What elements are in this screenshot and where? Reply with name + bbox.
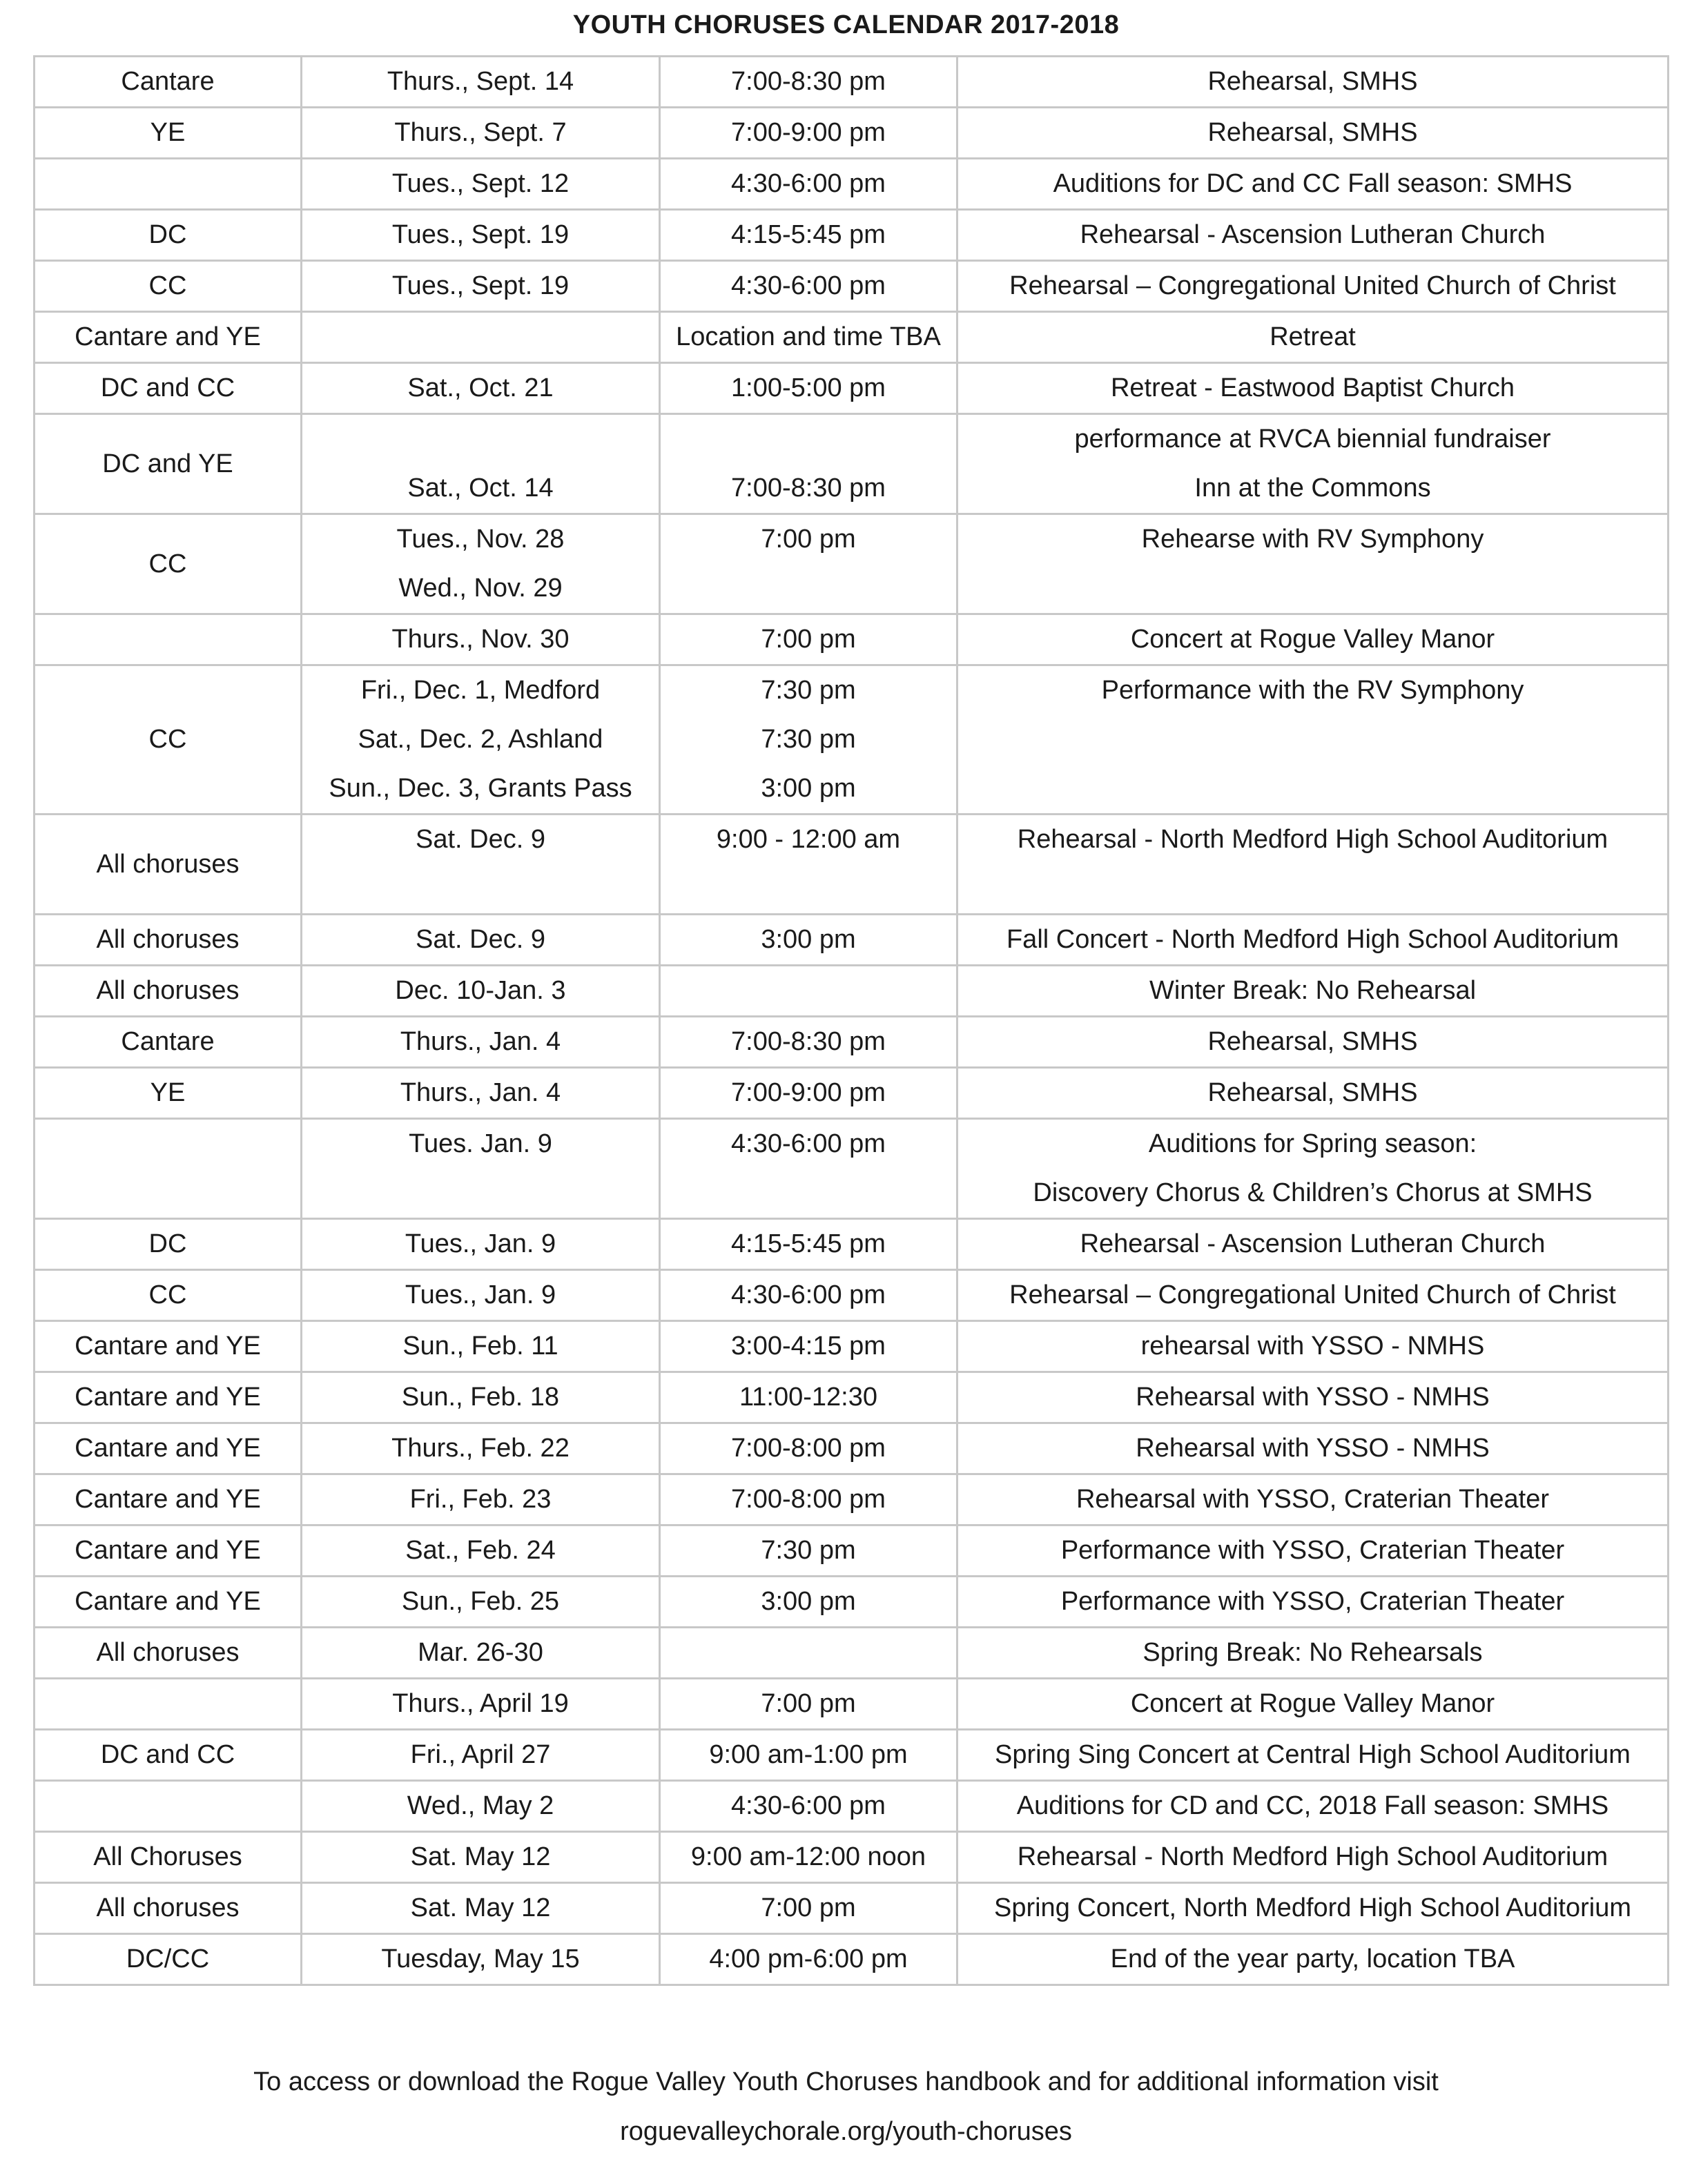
date-cell-line: Fri., Feb. 23: [409, 1485, 552, 1514]
chorus-cell: All choruses: [35, 966, 302, 1017]
chorus-cell: DC and YE: [35, 414, 302, 514]
date-cell: [302, 1270, 660, 1321]
date-cell: [302, 1883, 660, 1934]
event-cell-line: Rehearsal, SMHS: [1207, 1027, 1418, 1056]
chorus-cell: Cantare and YE: [35, 312, 302, 363]
time-cell-line: 7:00-8:30 pm: [731, 474, 886, 503]
date-cell-line: Sat. Dec. 9: [416, 925, 545, 954]
event-cell-line: performance at RVCA biennial fundraiser: [1074, 425, 1551, 454]
date-cell-line: Mar. 26-30: [418, 1638, 543, 1667]
date-cell-line: Fri., April 27: [410, 1740, 551, 1769]
event-cell: [957, 1423, 1669, 1474]
date-cell-line: [302, 415, 659, 464]
time-cell: [660, 1934, 957, 1985]
page-title: YOUTH CHORUSES CALENDAR 2017-2018: [572, 10, 1120, 39]
chorus-cell: [35, 1119, 302, 1219]
table-row: [35, 915, 1669, 966]
event-cell: [957, 1219, 1669, 1270]
chorus-cell: Cantare and YE: [35, 1525, 302, 1577]
time-cell-line: [661, 1628, 956, 1677]
time-cell: [660, 514, 957, 614]
date-cell-line: Fri., Dec. 1, Medford: [360, 676, 601, 705]
date-cell-line: Sat., Dec. 2, Ashland: [358, 725, 603, 754]
date-cell-line: Sun., Dec. 3, Grants Pass: [329, 774, 632, 803]
event-cell: [957, 1883, 1669, 1934]
table-row: [35, 1474, 1669, 1525]
date-cell: [302, 1219, 660, 1270]
event-cell: [957, 665, 1669, 815]
event-cell-line: Rehearsal with YSSO, Craterian Theater: [1076, 1485, 1550, 1514]
event-cell-line: Winter Break: No Rehearsal: [1149, 976, 1477, 1005]
table-row: [35, 815, 1669, 915]
date-cell: [302, 414, 660, 514]
event-cell-line: Concert at Rogue Valley Manor: [1130, 1689, 1495, 1718]
date-cell-line: Sat., Oct. 14: [407, 474, 554, 503]
chorus-cell: CC: [35, 1270, 302, 1321]
date-cell-line: Tues., Sept. 19: [391, 220, 570, 249]
date-cell-line: Dec. 10-Jan. 3: [395, 976, 566, 1005]
date-cell-line: Tues., Jan. 9: [405, 1280, 556, 1309]
time-cell-line: 3:00 pm: [761, 1587, 856, 1616]
date-cell-line: Tues. Jan. 9: [409, 1129, 552, 1158]
time-cell-line: 3:00 pm: [761, 774, 856, 803]
chorus-cell: CC: [35, 514, 302, 614]
event-cell-line: Performance with YSSO, Craterian Theater: [1060, 1587, 1565, 1616]
date-cell: [302, 1730, 660, 1781]
table-row: [35, 1068, 1669, 1119]
event-cell: [957, 1525, 1669, 1577]
chorus-cell: DC and CC: [35, 1730, 302, 1781]
event-cell: [957, 1577, 1669, 1628]
table-row: [35, 1017, 1669, 1068]
date-cell: [302, 1372, 660, 1423]
table-row: [35, 1577, 1669, 1628]
event-cell-line: Retreat: [1270, 322, 1356, 351]
date-cell-line: Thurs., Sept. 7: [394, 118, 567, 147]
table-row: [35, 1119, 1669, 1219]
date-cell: [302, 312, 660, 363]
time-cell: [660, 1119, 957, 1219]
chorus-cell: All Choruses: [35, 1832, 302, 1883]
footer: [0, 2057, 1692, 2156]
date-cell: [302, 108, 660, 159]
time-cell: [660, 1321, 957, 1372]
date-cell-line: Thurs., Jan. 4: [400, 1078, 561, 1107]
time-cell: [660, 1832, 957, 1883]
event-cell: [957, 1781, 1669, 1832]
time-cell-line: 4:30-6:00 pm: [731, 271, 886, 300]
event-cell: [957, 261, 1669, 312]
time-cell: [660, 1423, 957, 1474]
date-cell-line: Thurs., Sept. 14: [387, 67, 574, 96]
table-row: [35, 1270, 1669, 1321]
date-cell-line: Sun., Feb. 18: [401, 1383, 560, 1412]
table-row: [35, 1781, 1669, 1832]
date-cell: [302, 1423, 660, 1474]
event-cell: [957, 1628, 1669, 1679]
event-cell: [957, 363, 1669, 414]
event-cell-line: Rehearsal, SMHS: [1207, 67, 1418, 96]
chorus-cell: DC and CC: [35, 363, 302, 414]
chorus-cell: Cantare and YE: [35, 1321, 302, 1372]
date-cell: [302, 665, 660, 815]
event-cell-line: Rehearsal – Congregational United Church of Christ: [1009, 271, 1616, 300]
date-cell: [302, 261, 660, 312]
event-cell-line: Inn at the Commons: [1194, 474, 1431, 503]
date-cell: [302, 159, 660, 210]
event-cell: [957, 1934, 1669, 1985]
time-cell-line: 9:00 - 12:00 am: [716, 825, 901, 854]
date-cell: [302, 915, 660, 966]
time-cell-line: 7:00-8:30 pm: [731, 1027, 886, 1056]
event-cell-line: Concert at Rogue Valley Manor: [1130, 625, 1495, 654]
chorus-cell: CC: [35, 665, 302, 815]
time-cell-line: 3:00 pm: [761, 925, 856, 954]
time-cell-line: 3:00-4:15 pm: [731, 1332, 886, 1361]
event-cell: [957, 1832, 1669, 1883]
table-row: [35, 1730, 1669, 1781]
time-cell: [660, 1628, 957, 1679]
date-cell-line: Tues., Sept. 19: [391, 271, 570, 300]
date-cell-line: Sat., Feb. 24: [405, 1536, 556, 1565]
date-cell: [302, 1628, 660, 1679]
table-row: [35, 1372, 1669, 1423]
event-cell: [957, 1372, 1669, 1423]
table-row: [35, 1219, 1669, 1270]
event-cell-line: Rehearsal – Congregational United Church of Christ: [1009, 1280, 1616, 1309]
event-cell-line: Discovery Chorus & Children’s Chorus at SMHS: [1033, 1178, 1593, 1207]
event-cell-line: Rehearsal, SMHS: [1207, 1078, 1418, 1107]
event-cell: [957, 1321, 1669, 1372]
time-cell-line: 4:30-6:00 pm: [731, 1280, 886, 1309]
time-cell-line: 7:00-8:30 pm: [731, 67, 886, 96]
date-cell: [302, 363, 660, 414]
time-cell-line: 7:00-9:00 pm: [731, 118, 886, 147]
date-cell: [302, 210, 660, 261]
date-cell: [302, 1525, 660, 1577]
time-cell-line: 4:00 pm-6:00 pm: [709, 1944, 908, 1973]
time-cell: [660, 261, 957, 312]
time-cell-line: 4:30-6:00 pm: [731, 1791, 886, 1820]
date-cell-line: Sat. May 12: [410, 1842, 551, 1871]
chorus-cell: Cantare and YE: [35, 1372, 302, 1423]
table-row: [35, 1628, 1669, 1679]
date-cell-line: Wed., May 2: [407, 1791, 554, 1820]
time-cell-line: [661, 415, 956, 464]
table-row: [35, 514, 1669, 614]
chorus-cell: YE: [35, 108, 302, 159]
table-row: [35, 261, 1669, 312]
event-cell-line: Rehearsal - North Medford High School Auditorium: [1017, 1842, 1608, 1871]
event-cell: [957, 1119, 1669, 1219]
event-cell-line: Spring Concert, North Medford High School Auditorium: [993, 1893, 1631, 1922]
chorus-cell: DC: [35, 1219, 302, 1270]
time-cell-line: 7:00 pm: [761, 1689, 856, 1718]
event-cell-line: Auditions for Spring season:: [1148, 1129, 1477, 1158]
event-cell-line: Retreat - Eastwood Baptist Church: [1110, 373, 1515, 402]
table-row: [35, 1832, 1669, 1883]
event-cell-line: Performance with the RV Symphony: [1101, 676, 1524, 705]
time-cell: [660, 1068, 957, 1119]
event-cell: [957, 210, 1669, 261]
chorus-cell: Cantare and YE: [35, 1423, 302, 1474]
table-row: [35, 1423, 1669, 1474]
table-row: [35, 108, 1669, 159]
time-cell-line: 9:00 am-1:00 pm: [709, 1740, 908, 1769]
time-cell-line: 7:00-8:00 pm: [731, 1485, 886, 1514]
chorus-cell: CC: [35, 261, 302, 312]
event-cell: [957, 1730, 1669, 1781]
table-row: [35, 1525, 1669, 1577]
time-cell-line: 4:15-5:45 pm: [731, 1229, 886, 1258]
date-cell: [302, 1017, 660, 1068]
date-cell-line: Sat., Oct. 21: [407, 373, 554, 402]
time-cell-line: 11:00-12:30: [739, 1383, 878, 1412]
date-cell: [302, 514, 660, 614]
event-cell-line: Auditions for DC and CC Fall season: SMHS: [1053, 169, 1573, 198]
chorus-cell: All choruses: [35, 1883, 302, 1934]
time-cell: [660, 1474, 957, 1525]
event-cell-line: Rehearse with RV Symphony: [1141, 525, 1484, 554]
date-cell: [302, 614, 660, 665]
date-cell: [302, 1068, 660, 1119]
event-cell: [957, 815, 1669, 915]
time-cell: [660, 1017, 957, 1068]
date-cell-line: Tues., Jan. 9: [405, 1229, 556, 1258]
time-cell-line: 7:00 pm: [761, 625, 856, 654]
table-row: [35, 414, 1669, 514]
date-cell-line: Tues., Nov. 28: [396, 525, 565, 554]
event-cell: [957, 1474, 1669, 1525]
date-cell: [302, 1119, 660, 1219]
event-cell: [957, 1017, 1669, 1068]
time-cell-line: 4:30-6:00 pm: [731, 1129, 886, 1158]
event-cell-line: Fall Concert - North Medford High School Auditorium: [1006, 925, 1620, 954]
time-cell-line: 4:30-6:00 pm: [731, 169, 886, 198]
event-cell: [957, 108, 1669, 159]
date-cell-line: Tuesday, May 15: [381, 1944, 580, 1973]
date-cell-line: Sun., Feb. 25: [401, 1587, 560, 1616]
chorus-cell: DC/CC: [35, 1934, 302, 1985]
event-cell: [957, 915, 1669, 966]
time-cell: [660, 1730, 957, 1781]
table-row: [35, 665, 1669, 815]
time-cell: [660, 1372, 957, 1423]
time-cell: [660, 363, 957, 414]
event-cell: [957, 1270, 1669, 1321]
date-cell-line: [302, 313, 659, 362]
chorus-cell: Cantare and YE: [35, 1577, 302, 1628]
date-cell: [302, 815, 660, 915]
date-cell-line: [302, 864, 659, 913]
time-cell-line: 7:30 pm: [761, 676, 856, 705]
event-cell: [957, 1068, 1669, 1119]
table-row: [35, 1321, 1669, 1372]
event-cell: [957, 514, 1669, 614]
table-row: [35, 159, 1669, 210]
date-cell: [302, 1679, 660, 1730]
chorus-cell: [35, 159, 302, 210]
time-cell-line: 7:30 pm: [761, 1536, 856, 1565]
table-row: [35, 363, 1669, 414]
time-cell: [660, 414, 957, 514]
time-cell-line: 7:00-8:00 pm: [731, 1434, 886, 1463]
date-cell-line: Sat. May 12: [410, 1893, 551, 1922]
time-cell: [660, 1781, 957, 1832]
event-cell: [957, 159, 1669, 210]
date-cell: [302, 1832, 660, 1883]
date-cell: [302, 57, 660, 108]
date-cell: [302, 1577, 660, 1628]
table-row: [35, 966, 1669, 1017]
event-cell-line: Rehearsal - Ascension Lutheran Church: [1080, 1229, 1546, 1258]
event-cell-line: Performance with YSSO, Craterian Theater: [1060, 1536, 1565, 1565]
date-cell-line: Tues., Sept. 12: [391, 169, 570, 198]
chorus-cell: [35, 1679, 302, 1730]
table-row: [35, 1883, 1669, 1934]
date-cell-line: Thurs., Nov. 30: [391, 625, 570, 654]
time-cell-line: 7:00 pm: [761, 525, 856, 554]
time-cell: [660, 665, 957, 815]
chorus-cell: DC: [35, 210, 302, 261]
time-cell: [660, 210, 957, 261]
calendar-body: [35, 57, 1669, 1985]
time-cell: [660, 915, 957, 966]
event-cell-line: Spring Sing Concert at Central High School Auditorium: [995, 1740, 1631, 1769]
chorus-cell: All choruses: [35, 1628, 302, 1679]
table-row: [35, 312, 1669, 363]
time-cell: [660, 57, 957, 108]
chorus-cell: [35, 1781, 302, 1832]
event-cell-line: Spring Break: No Rehearsals: [1142, 1638, 1483, 1667]
date-cell-line: Thurs., Jan. 4: [400, 1027, 561, 1056]
date-cell-line: Thurs., April 19: [392, 1689, 569, 1718]
time-cell-line: 7:30 pm: [761, 725, 856, 754]
time-cell: [660, 1883, 957, 1934]
event-cell-line: Rehearsal - Ascension Lutheran Church: [1080, 220, 1546, 249]
table-row: [35, 614, 1669, 665]
time-cell-line: 4:15-5:45 pm: [731, 220, 886, 249]
table-row: [35, 57, 1669, 108]
chorus-cell: All choruses: [35, 915, 302, 966]
time-cell-line: 7:00 pm: [761, 1893, 856, 1922]
time-cell: [660, 1270, 957, 1321]
date-cell-line: Thurs., Feb. 22: [391, 1434, 570, 1463]
event-cell: [957, 1679, 1669, 1730]
time-cell: [660, 108, 957, 159]
time-cell-line: 1:00-5:00 pm: [731, 373, 886, 402]
table-row: [35, 1934, 1669, 1985]
event-cell-line: Rehearsal with YSSO - NMHS: [1136, 1434, 1490, 1463]
footer-link[interactable]: roguevalleychorale.org/youth-choruses: [620, 2117, 1072, 2146]
time-cell: [660, 815, 957, 915]
event-cell: [957, 614, 1669, 665]
table-row: [35, 210, 1669, 261]
event-cell-line: End of the year party, location TBA: [1110, 1944, 1515, 1973]
time-cell: [660, 312, 957, 363]
time-cell: [660, 1679, 957, 1730]
date-cell: [302, 1321, 660, 1372]
table-row: [35, 1679, 1669, 1730]
date-cell: [302, 1474, 660, 1525]
time-cell-line: Location and time TBA: [676, 322, 941, 351]
date-cell: [302, 1781, 660, 1832]
date-cell: [302, 966, 660, 1017]
date-cell: [302, 1934, 660, 1985]
calendar-table: [33, 55, 1669, 1986]
time-cell: [660, 1219, 957, 1270]
date-cell-line: Sun., Feb. 11: [402, 1332, 558, 1361]
event-cell-line: rehearsal with YSSO - NMHS: [1140, 1332, 1485, 1361]
chorus-cell: All choruses: [35, 815, 302, 915]
time-cell: [660, 159, 957, 210]
event-cell-line: Rehearsal, SMHS: [1207, 118, 1418, 147]
date-cell-line: Wed., Nov. 29: [398, 574, 563, 603]
time-cell: [660, 1577, 957, 1628]
footer-text: To access or download the Rogue Valley Youth Choruses handbook and for additional information visit: [253, 2067, 1439, 2096]
time-cell: [660, 614, 957, 665]
event-cell-line: Rehearsal - North Medford High School Auditorium: [1017, 825, 1608, 854]
date-cell-line: Sat. Dec. 9: [416, 825, 545, 854]
event-cell-line: Auditions for CD and CC, 2018 Fall season: SMHS: [1016, 1791, 1609, 1820]
event-cell: [957, 57, 1669, 108]
chorus-cell: Cantare and YE: [35, 1474, 302, 1525]
chorus-cell: Cantare: [35, 1017, 302, 1068]
chorus-cell: YE: [35, 1068, 302, 1119]
event-cell-line: Rehearsal with YSSO - NMHS: [1136, 1383, 1490, 1412]
time-cell-line: 9:00 am-12:00 noon: [690, 1842, 926, 1871]
time-cell: [660, 966, 957, 1017]
time-cell-line: 7:00-9:00 pm: [731, 1078, 886, 1107]
event-cell: [957, 966, 1669, 1017]
time-cell-line: [661, 966, 956, 1015]
event-cell: [957, 414, 1669, 514]
event-cell: [957, 312, 1669, 363]
chorus-cell: Cantare: [35, 57, 302, 108]
chorus-cell: [35, 614, 302, 665]
time-cell: [660, 1525, 957, 1577]
